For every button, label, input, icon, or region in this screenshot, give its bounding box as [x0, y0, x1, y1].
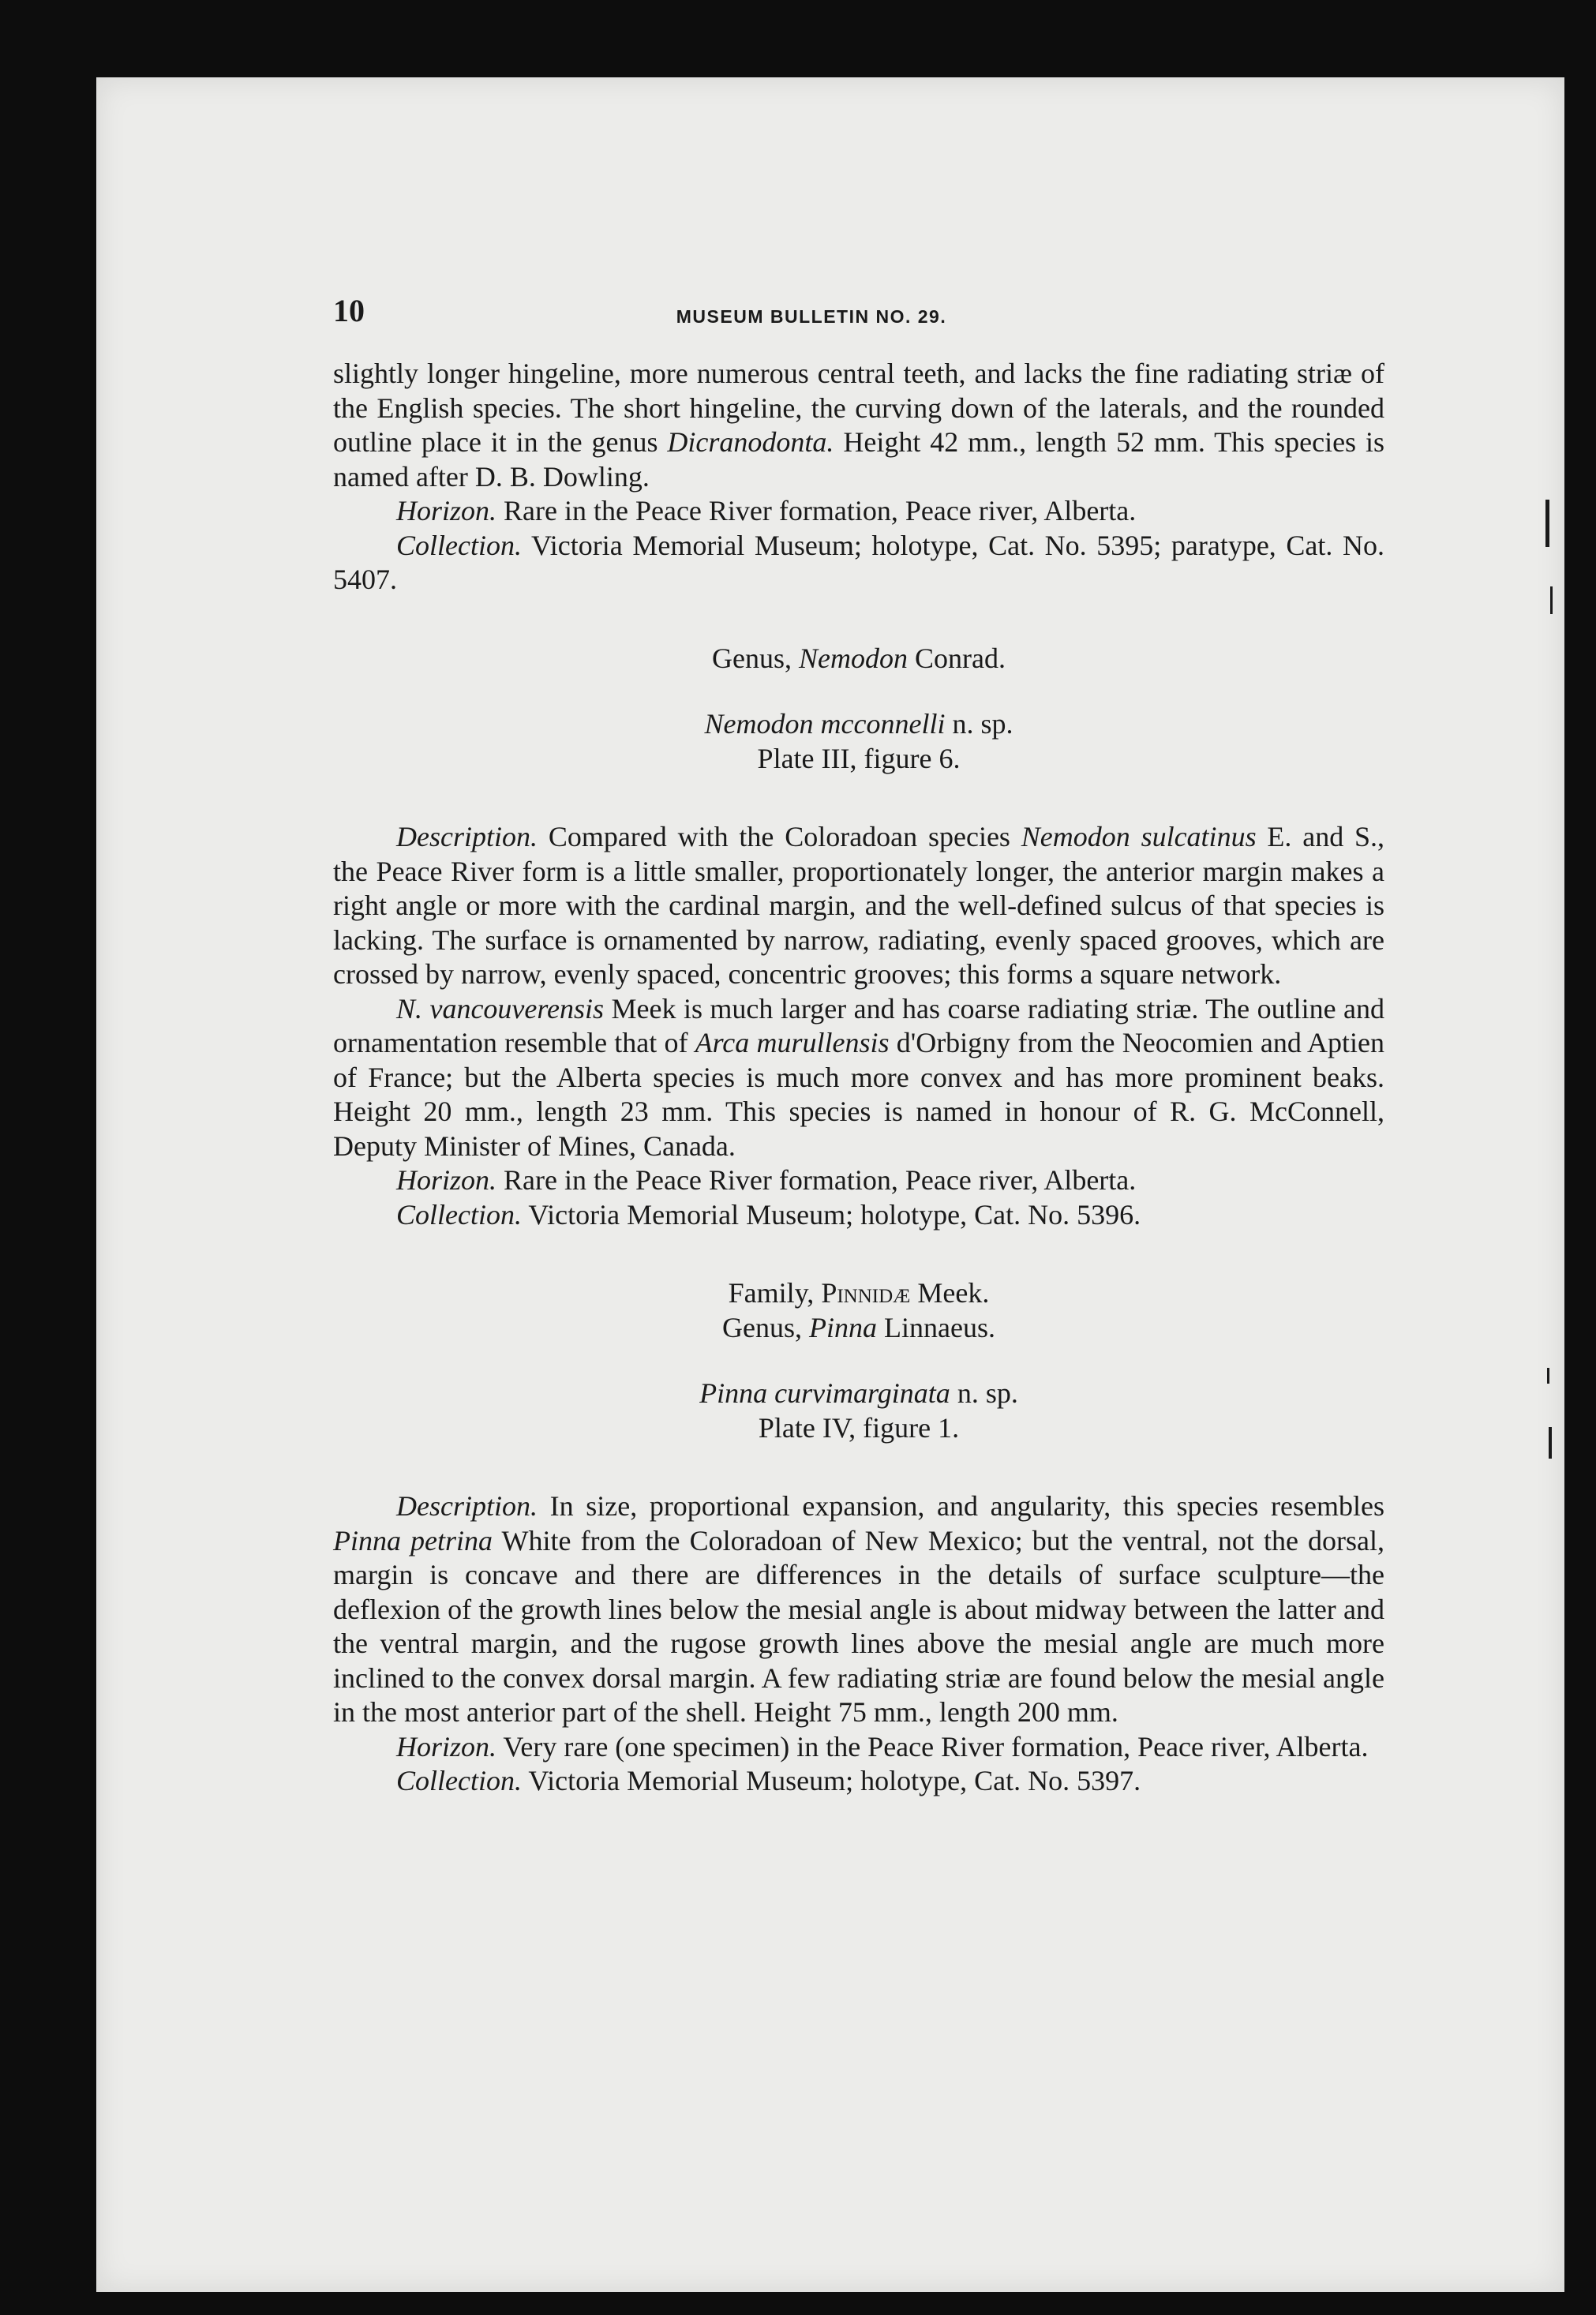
scan-edge-mark [1545, 500, 1549, 547]
page-header [238, 294, 1384, 335]
page-text [238, 294, 1384, 1799]
nemodon-horizon: Horizon. Rare in the Peace River formation, Peace river, Alberta. [396, 1164, 1137, 1196]
nemodon-description: Description. Compared with the Coloradoan species Nemodon sulcatinus E. and S., the Peace River form is a little smaller, proportionately longer, the anterior margin makes a right angle or more with the cardinal margin, and the well-defined sulcus of that species is lacking. The surface is ornamented by narrow, radiating, evenly spaced grooves, which are crossed by narrow, evenly spaced, concentric grooves; this forms a square network. [333, 821, 1385, 990]
pinna-horizon: Horizon. Very rare (one specimen) in the Peace River formation, Peace river, Alberta. [396, 1730, 1369, 1762]
genus-heading-nemodon: Genus, Nemodon Conrad. [712, 642, 1006, 674]
family-heading-pinnidae: Family, Pinnidæ Meek. [728, 1277, 990, 1309]
scan-edge-mark [1550, 586, 1553, 614]
nemodon-collection: Collection. Victoria Memorial Museum; holotype, Cat. No. 5396. [396, 1198, 1141, 1231]
plate-reference: Plate III, figure 6. [757, 742, 961, 774]
pinna-collection: Collection. Victoria Memorial Museum; holotype, Cat. No. 5397. [396, 1765, 1141, 1796]
nemodon-comparison: N. vancouverensis Meek is much larger and has coarse radiating striæ. The outline and ornamentation resemble that of Arca murullensis d'Orbigny from the Neocomien and Aptien of France; but the Alberta species is much more convex and has more prominent beaks. Height 20 mm., length 23 mm. This species is named in honour of R. G. McConnell, Deputy Minister of Mines, Canada. [333, 992, 1385, 1162]
plate-reference: Plate IV, figure 1. [758, 1411, 960, 1444]
species-heading-nemodon: Nemodon mcconnelli n. sp. [704, 708, 1013, 740]
article-body [238, 357, 1384, 1799]
scan-edge-mark [1549, 1427, 1552, 1459]
pinna-description: Description. In size, proportional expansion, and angularity, this species resembles Pinna petrina White from the Coloradoan of New Mexico; but the ventral, not the dorsal, margin is concave and there are differences in the details of surface sculpture—the deflexion of the growth lines below the mesial angle is about midway between the latter and the ventral margin, and the rugose growth lines above the mesial angle are much more inclined to the convex dorsal margin. A few radiating striæ are found below the mesial angle in the most anterior part of the shell. Height 75 mm., length 200 mm. [333, 1490, 1384, 1728]
page-number: 10 [333, 293, 365, 328]
running-title: MUSEUM BULLETIN NO. 29. [676, 306, 947, 327]
genus-heading-pinna: Genus, Pinna Linnaeus. [722, 1311, 995, 1343]
dicranodonta-horizon: Horizon. Rare in the Peace River formation, Peace river, Alberta. [396, 495, 1137, 526]
species-heading-pinna: Pinna curvimarginata n. sp. [699, 1377, 1018, 1409]
dicranodonta-continuation: slightly longer hingeline, more numerous central teeth, and lacks the fine radiating striæ of the English species. The short hingeline, the curving down of the laterals, and the rounded outline place it in the genus Dicranodonta. Height 42 mm., length 52 mm. This species is named after D. B. Dowling. [333, 358, 1384, 493]
dicranodonta-collection: Collection. Victoria Memorial Museum; holotype, Cat. No. 5395; paratype, Cat. No. 5407. [333, 529, 1384, 595]
scan-edge-mark [1547, 1368, 1549, 1384]
